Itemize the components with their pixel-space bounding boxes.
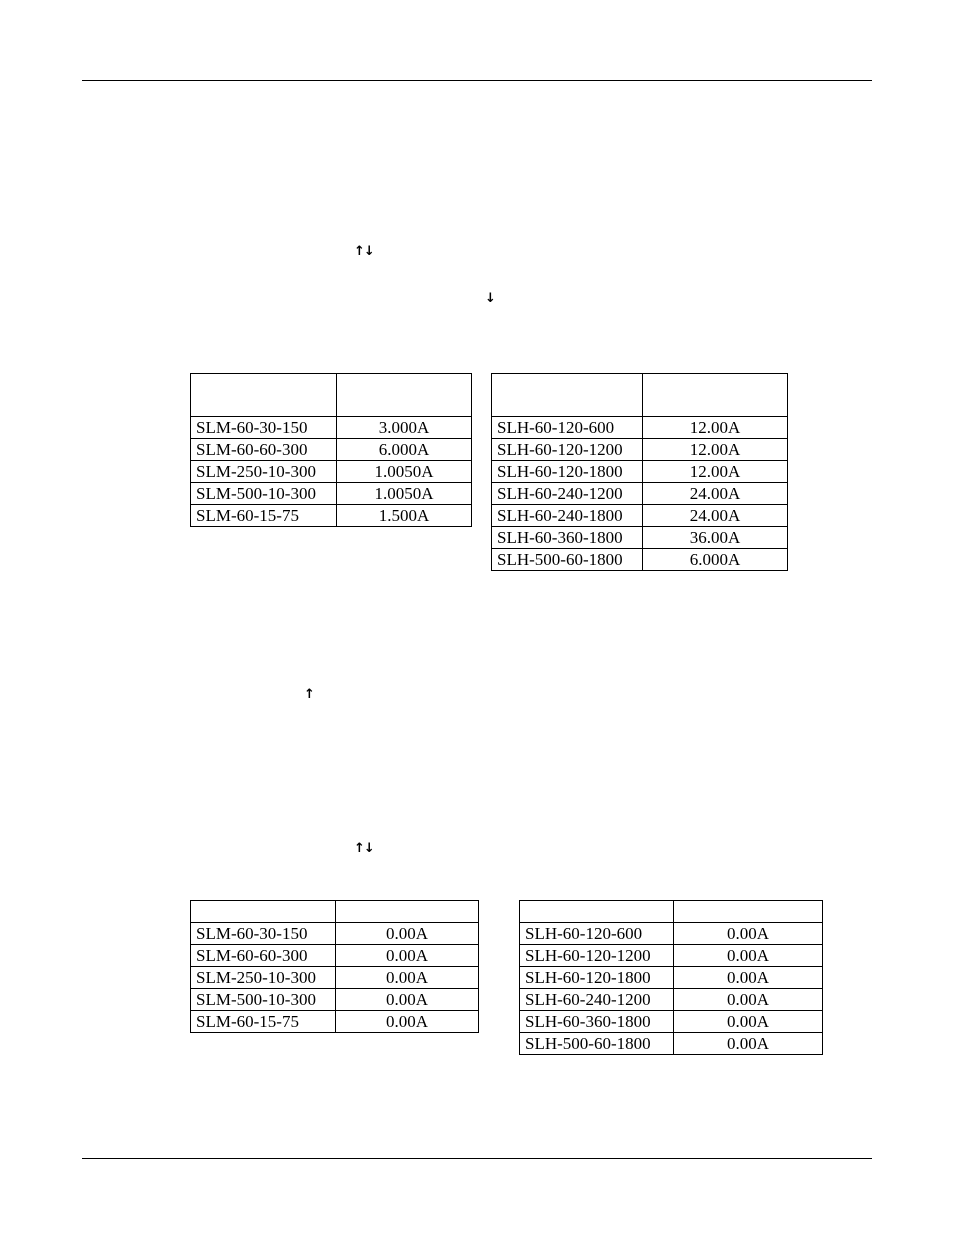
table-row [492, 483, 788, 505]
value-header-cell [336, 901, 479, 923]
value-cell: 0.00A [674, 967, 823, 989]
up-down-arrow-icon: ↑↓ [354, 244, 374, 259]
table-row [492, 549, 788, 571]
value-header-cell [674, 901, 823, 923]
table-row [520, 989, 823, 1011]
model-cell: SLH-60-120-1800 [492, 461, 643, 483]
table-row [191, 967, 479, 989]
value-cell: 0.00A [674, 945, 823, 967]
value-cell: 0.00A [336, 1011, 479, 1033]
value-cell: 12.00A [643, 461, 788, 483]
table-header-row [191, 374, 472, 417]
model-cell: SLM-60-30-150 [191, 923, 336, 945]
model-cell: SLM-500-10-300 [191, 483, 337, 505]
table-header-row [191, 901, 479, 923]
model-cell: SLH-60-120-1200 [492, 439, 643, 461]
model-header-cell [191, 901, 336, 923]
table-row [191, 945, 479, 967]
table-row [520, 1033, 823, 1055]
model-cell: SLH-500-60-1800 [520, 1033, 674, 1055]
model-cell: SLH-60-120-600 [492, 417, 643, 439]
model-header-cell [520, 901, 674, 923]
value-cell: 6.000A [643, 549, 788, 571]
value-cell: 0.00A [674, 989, 823, 1011]
model-cell: SLM-60-60-300 [191, 439, 337, 461]
model-cell: SLM-500-10-300 [191, 989, 336, 1011]
value-cell: 0.00A [674, 923, 823, 945]
table-row [191, 461, 472, 483]
model-cell: SLH-60-120-1200 [520, 945, 674, 967]
table-row [492, 527, 788, 549]
header-rule [82, 80, 872, 81]
value-cell: 12.00A [643, 417, 788, 439]
table-row [520, 967, 823, 989]
value-cell: 24.00A [643, 483, 788, 505]
model-cell: SLM-60-60-300 [191, 945, 336, 967]
table-row [191, 989, 479, 1011]
model-cell: SLH-60-360-1800 [492, 527, 643, 549]
model-header-cell [492, 374, 643, 417]
value-cell: 6.000A [337, 439, 472, 461]
table-row [191, 439, 472, 461]
value-cell: 12.00A [643, 439, 788, 461]
table-row [191, 417, 472, 439]
table-row [492, 417, 788, 439]
model-cell: SLH-60-120-1800 [520, 967, 674, 989]
value-cell: 1.0050A [337, 461, 472, 483]
table-row [191, 483, 472, 505]
table-row [520, 945, 823, 967]
value-cell: 36.00A [643, 527, 788, 549]
table-row [191, 505, 472, 527]
value-cell: 3.000A [337, 417, 472, 439]
table-row [520, 1011, 823, 1033]
model-cell: SLH-60-240-1200 [520, 989, 674, 1011]
model-cell: SLH-60-240-1800 [492, 505, 643, 527]
slh-zero-current-table [519, 900, 823, 1055]
value-cell: 1.500A [337, 505, 472, 527]
value-cell: 0.00A [336, 989, 479, 1011]
model-cell: SLM-60-15-75 [191, 1011, 336, 1033]
table-header-row [492, 374, 788, 417]
table-row [492, 439, 788, 461]
value-cell: 0.00A [336, 923, 479, 945]
model-cell: SLH-60-240-1200 [492, 483, 643, 505]
model-cell: SLH-60-120-600 [520, 923, 674, 945]
table-header-row [520, 901, 823, 923]
slh-default-current-table [491, 373, 788, 571]
model-cell: SLM-250-10-300 [191, 461, 337, 483]
slm-zero-current-table [190, 900, 479, 1033]
value-cell: 24.00A [643, 505, 788, 527]
table-row [492, 461, 788, 483]
model-cell: SLM-60-15-75 [191, 505, 337, 527]
value-header-cell [643, 374, 788, 417]
model-cell: SLM-250-10-300 [191, 967, 336, 989]
model-header-cell [191, 374, 337, 417]
model-cell: SLH-60-360-1800 [520, 1011, 674, 1033]
table-row [191, 1011, 479, 1033]
value-cell: 0.00A [336, 967, 479, 989]
model-cell: SLM-60-30-150 [191, 417, 337, 439]
value-cell: 0.00A [336, 945, 479, 967]
value-cell: 1.0050A [337, 483, 472, 505]
up-arrow-icon: ↑ [304, 687, 314, 702]
slm-default-current-table [190, 373, 472, 527]
up-down-arrow-icon: ↑↓ [354, 841, 374, 856]
down-arrow-icon: ↓ [485, 291, 495, 306]
table-row [492, 505, 788, 527]
value-cell: 0.00A [674, 1033, 823, 1055]
table-row [520, 923, 823, 945]
footer-rule [82, 1158, 872, 1159]
value-cell: 0.00A [674, 1011, 823, 1033]
table-row [191, 923, 479, 945]
value-header-cell [337, 374, 472, 417]
model-cell: SLH-500-60-1800 [492, 549, 643, 571]
